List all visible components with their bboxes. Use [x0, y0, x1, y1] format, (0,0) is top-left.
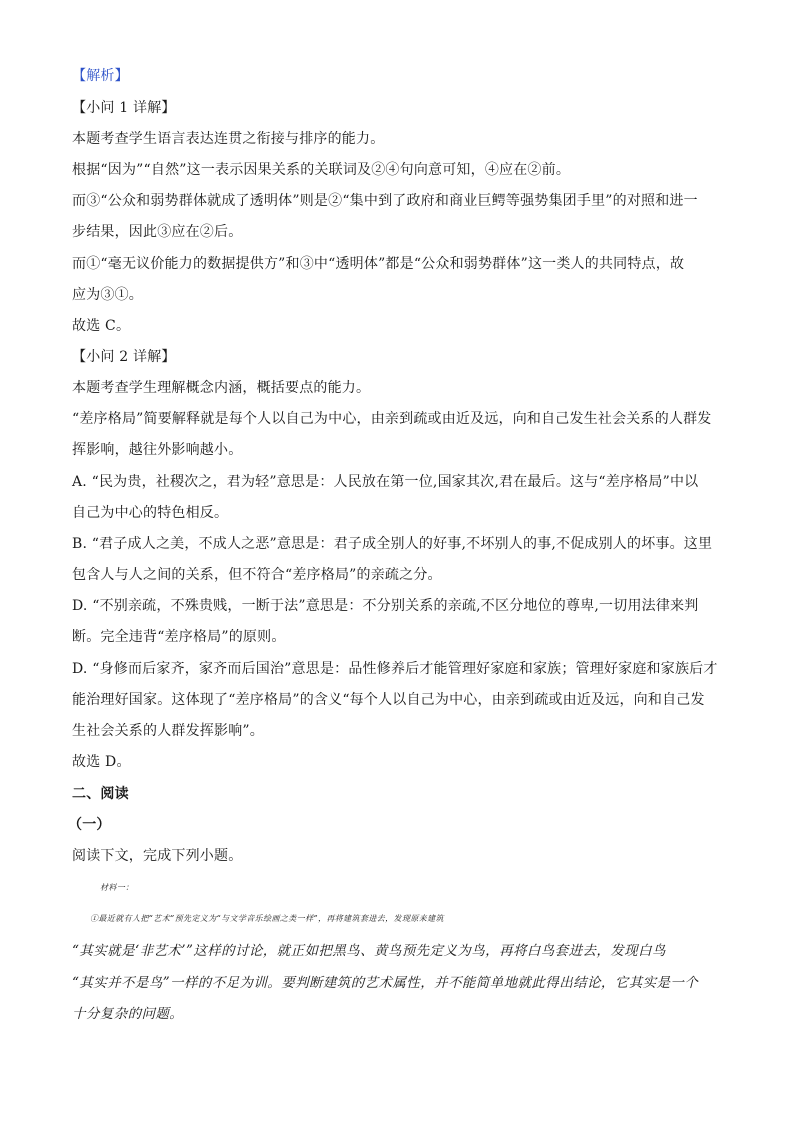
- q2-option-c: D. “不别亲疏，不殊贵贱，一断于法”意思是：不分别关系的亲疏,不区分地位的尊卑,一切用法律来判: [72, 598, 699, 614]
- q2-option-b: B. “君子成人之美，不成人之恶”意思是：君子成全别人的好事,不坏别人的事,不促成别人的坏事。这里: [72, 536, 713, 552]
- material-label: 材料一：: [100, 883, 134, 892]
- analysis-header: 【解析】: [72, 68, 129, 84]
- q1-line: 而③“公众和弱势群体就成了透明体”则是②“集中到了政府和商业巨鳄等强势集团手里”的对照和进一: [72, 193, 698, 209]
- q2-line: 包含人与人之间的关系，但不符合“差序格局”的亲疏之分。: [72, 567, 442, 583]
- q2-option-d: D. “身修而后家齐，家齐而后国治”意思是：品性修养后才能管理好家庭和家族；管理好家庭和家族后才: [72, 661, 718, 677]
- section-title: 二、阅读: [72, 786, 129, 802]
- material-line: ①最近就有人把“艺术”预先定义为“与文学音乐绘画之类一样”，再将建筑套进去，发现原来建筑: [90, 914, 444, 923]
- q2-line: 挥影响，越往外影响越小。: [72, 442, 243, 458]
- q2-option-a: A. “民为贵，社稷次之，君为轻”意思是：人民放在第一位,国家其次,君在最后。这与“差序格局”中以: [72, 474, 699, 490]
- q2-line: 生社会关系的人群发挥影响”。: [72, 723, 264, 739]
- q2-line: 自己为中心的特色相反。: [72, 505, 229, 521]
- q1-answer: 故选 C。: [72, 318, 131, 334]
- part-label: （一）: [68, 817, 111, 833]
- material-line: “其实就是‘非艺术’”这样的讨论，就正如把黑鸟、黄鸟预先定义为鸟，再将白鸟套进去，发现白鸟: [72, 943, 666, 959]
- q2-line: 能治理好国家。这体现了“差序格局”的含义“每个人以自己为中心，由亲到疏或由近及远，向和自己发: [72, 692, 705, 708]
- q1-line: 步结果，因此③应在②后。: [72, 224, 243, 240]
- q2-header: 【小问 2 详解】: [72, 349, 176, 365]
- reading-instruction: 阅读下文，完成下列小题。: [72, 848, 243, 864]
- q1-line: 本题考查学生语言表达连贯之衔接与排序的能力。: [72, 131, 385, 147]
- q2-line: 断。完全违背“差序格局”的原则。: [72, 629, 286, 645]
- q2-line: “差序格局”简要解释就是每个人以自己为中心，由亲到疏或由近及远，向和自己发生社会关系的人群发: [72, 411, 712, 427]
- material-line: 十分复杂的问题。: [72, 1006, 184, 1022]
- q1-header: 【小问 1 详解】: [72, 100, 176, 116]
- material-line: “其实并不是鸟”一样的不足为训。要判断建筑的艺术属性，并不能简单地就此得出结论，它其实是一个: [72, 975, 699, 991]
- q2-line: 本题考查学生理解概念内涵，概括要点的能力。: [72, 380, 371, 396]
- q2-answer: 故选 D。: [72, 754, 131, 770]
- q1-line: 而①“毫无议价能力的数据提供方”和③中“透明体”都是“公众和弱势群体”这一类人的共同特点，故: [72, 256, 685, 272]
- q1-line: 根据“因为”“自然”这一表示因果关系的关联词及②④句向意可知，④应在②前。: [72, 162, 571, 178]
- q1-line: 应为③①。: [72, 287, 143, 303]
